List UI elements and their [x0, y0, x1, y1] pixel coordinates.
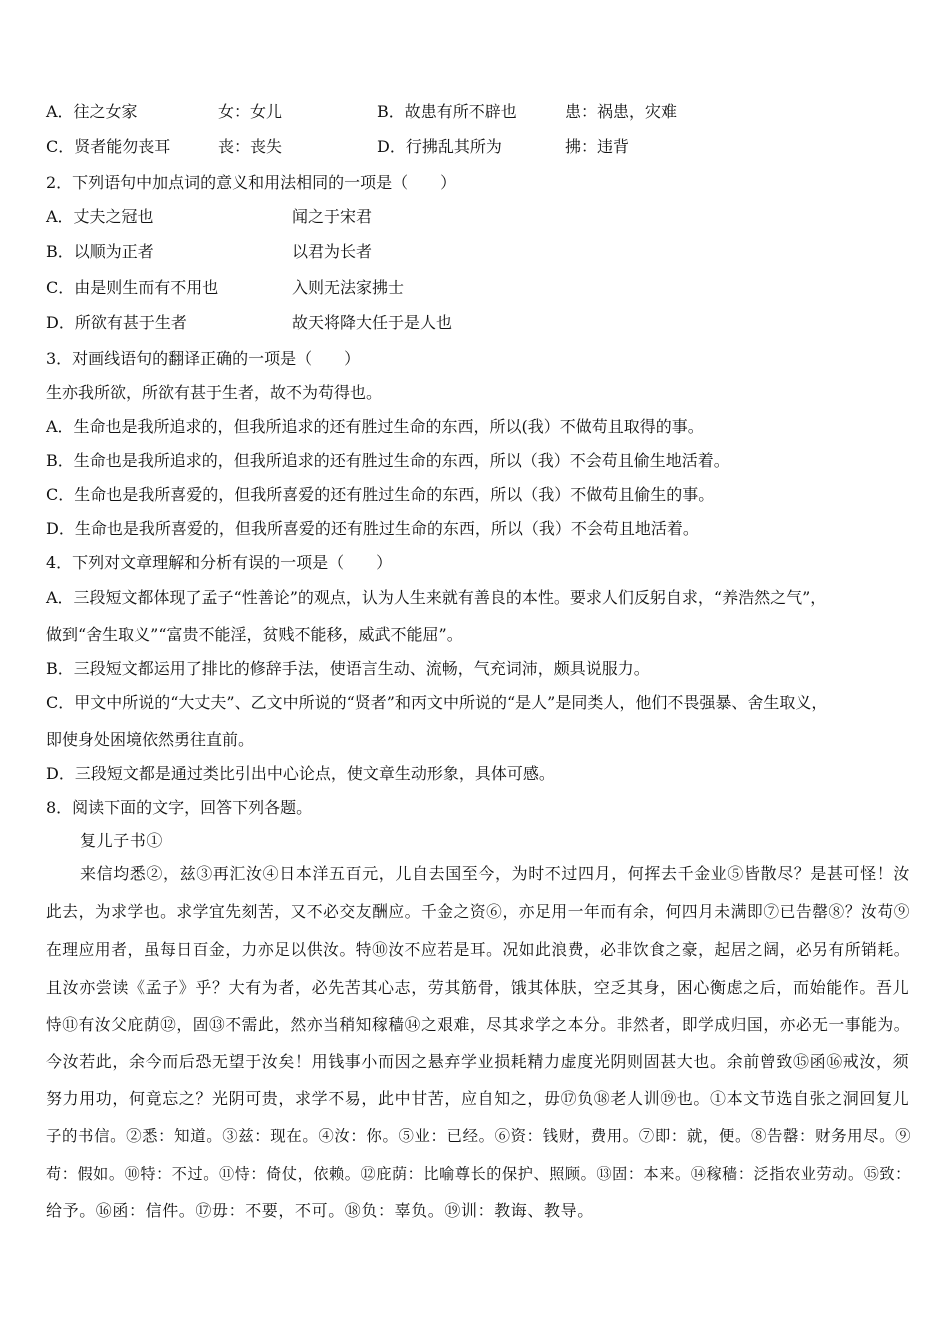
passage-line-2: 此去，为求学也。求学宜先刻苦，又不必交友酬应。千金之资⑥，亦足用一年而有余，何四月未满即⑦已告罄⑧？汝苟⑨ [46, 902, 911, 921]
passage-line-5: 恃⑪有汝父庇荫⑫，固⑬不需此，然亦当稍知稼穑⑭之艰难，尽其求学之本分。非然者，即学成归国，亦必无一事能为。 [46, 1015, 911, 1034]
q4-option-c-line2: 即使身处困境依然勇往直前。 [46, 730, 255, 749]
q1-option-d: D．行拂乱其所为 [377, 137, 502, 156]
q2-option-b-right: 以君为长者 [292, 242, 373, 261]
q4-option-b: B．三段短文都运用了排比的修辞手法，使语言生动、流畅，气充词沛，颇具说服力。 [46, 659, 650, 678]
q4-option-a-line1: A．三段短文都体现了孟子“性善论”的观点，认为人生来就有善良的本性。要求人们反躬自求，“养浩然之气”， [46, 588, 827, 607]
q2-option-c-left: C．由是则生而有不用也 [46, 278, 219, 297]
q3-option-a: A．生命也是我所追求的，但我所追求的还有胜过生命的东西，所以(我）不做苟且取得的事。 [46, 417, 704, 436]
passage-line-7: 努力用功，何竟忘之？光阴可贵，求学不易，此中甘苦，应自知之，毋⑰负⑱老人训⑲也。①本文节选自张之洞回复儿 [46, 1089, 910, 1108]
passage-title: 复儿子书① [80, 831, 164, 850]
q4-option-a-line2: 做到“舍生取义”“富贵不能淫，贫贱不能移，威武不能屈”。 [46, 625, 463, 644]
q1-option-b: B．故患有所不辟也 [377, 102, 517, 121]
q1-option-b-gloss: 患：祸患，灾难 [565, 102, 678, 121]
passage-line-6: 今汝若此，余今而后恐无望于汝矣！用钱事小而因之悬弃学业损耗精力虚度光阴则固甚大也。余前曾致⑮函⑯戒汝，须 [46, 1052, 910, 1071]
passage-line-3: 在理应用者，虽每日百金，力亦足以供汝。特⑩汝不应若是耳。况如此浪费，必非饮食之豪，起居之阔，必另有所销耗。 [46, 940, 911, 959]
passage-line-1: 来信均悉②，兹③再汇汝④日本洋五百元，儿自去国至今，为时不过四月，何挥去千金业⑤皆散尽？是甚可怪！汝 [80, 864, 911, 883]
q2-stem: 2．下列语句中加点词的意义和用法相同的一项是（ ） [46, 173, 457, 192]
q1-option-c-gloss: 丧：丧失 [218, 137, 283, 156]
q2-option-c-right: 入则无法家拂士 [292, 278, 405, 297]
q1-option-d-gloss: 拂：违背 [565, 137, 630, 156]
q4-stem: 4．下列对文章理解和分析有误的一项是（ ） [46, 553, 393, 572]
q2-option-a-right: 闻之于宋君 [292, 207, 373, 226]
passage-line-4: 且汝亦尝读《孟子》乎？大有为者，必先苦其心志，劳其筋骨，饿其体肤，空乏其身，困心衡虑之后，而始能作。吾儿 [46, 978, 910, 997]
passage-notes-line-3: 给予。⑯函：信件。⑰毋：不要，不可。⑱负：辜负。⑲训：教诲、教导。 [46, 1201, 594, 1220]
q1-option-a: A．往之女家 [46, 102, 138, 121]
q3-option-d: D．生命也是我所喜爱的，但我所喜爱的还有胜过生命的东西，所以（我）不会苟且地活着。 [46, 519, 699, 538]
q3-sentence: 生亦我所欲，所欲有甚于生者，故不为苟得也。 [46, 383, 383, 402]
q4-option-d: D．三段短文都是通过类比引出中心论点，使文章生动形象，具体可感。 [46, 764, 555, 783]
passage-notes-line-2: 苟：假如。⑩特：不过。⑪恃：倚仗，依赖。⑫庇荫：比喻尊长的保护、照顾。⑬固：本来。⑭稼穑：泛指农业劳动。⑮致： [46, 1165, 911, 1183]
q4-option-c-line1: C．甲文中所说的“大丈夫”、乙文中所说的“贤者”和丙文中所说的“是人”是同类人，他们不畏强暴、舍生取义， [46, 693, 828, 712]
q1-option-a-gloss: 女：女儿 [218, 102, 283, 121]
q2-option-b-left: B．以顺为正者 [46, 242, 154, 261]
q3-option-b: B．生命也是我所追求的，但我所追求的还有胜过生命的东西，所以（我）不会苟且偷生地活着。 [46, 451, 730, 470]
q2-option-a-left: A．丈夫之冠也 [46, 207, 154, 226]
q2-option-d-right: 故天将降大任于是人也 [292, 313, 453, 332]
passage-notes-line-1: 子的书信。②悉：知道。③兹：现在。④汝：你。⑤业：已经。⑥资：钱财，费用。⑦即：就，便。⑧告罄：财务用尽。⑨ [46, 1127, 912, 1145]
q8-stem: 8．阅读下面的文字，回答下列各题。 [46, 798, 313, 817]
q2-option-d-left: D．所欲有甚于生者 [46, 313, 187, 332]
q1-option-c: C．贤者能勿丧耳 [46, 137, 171, 156]
q3-option-c: C．生命也是我所喜爱的，但我所喜爱的还有胜过生命的东西，所以（我）不做苟且偷生的事。 [46, 485, 715, 504]
q3-stem: 3．对画线语句的翻译正确的一项是（ ） [46, 349, 361, 368]
